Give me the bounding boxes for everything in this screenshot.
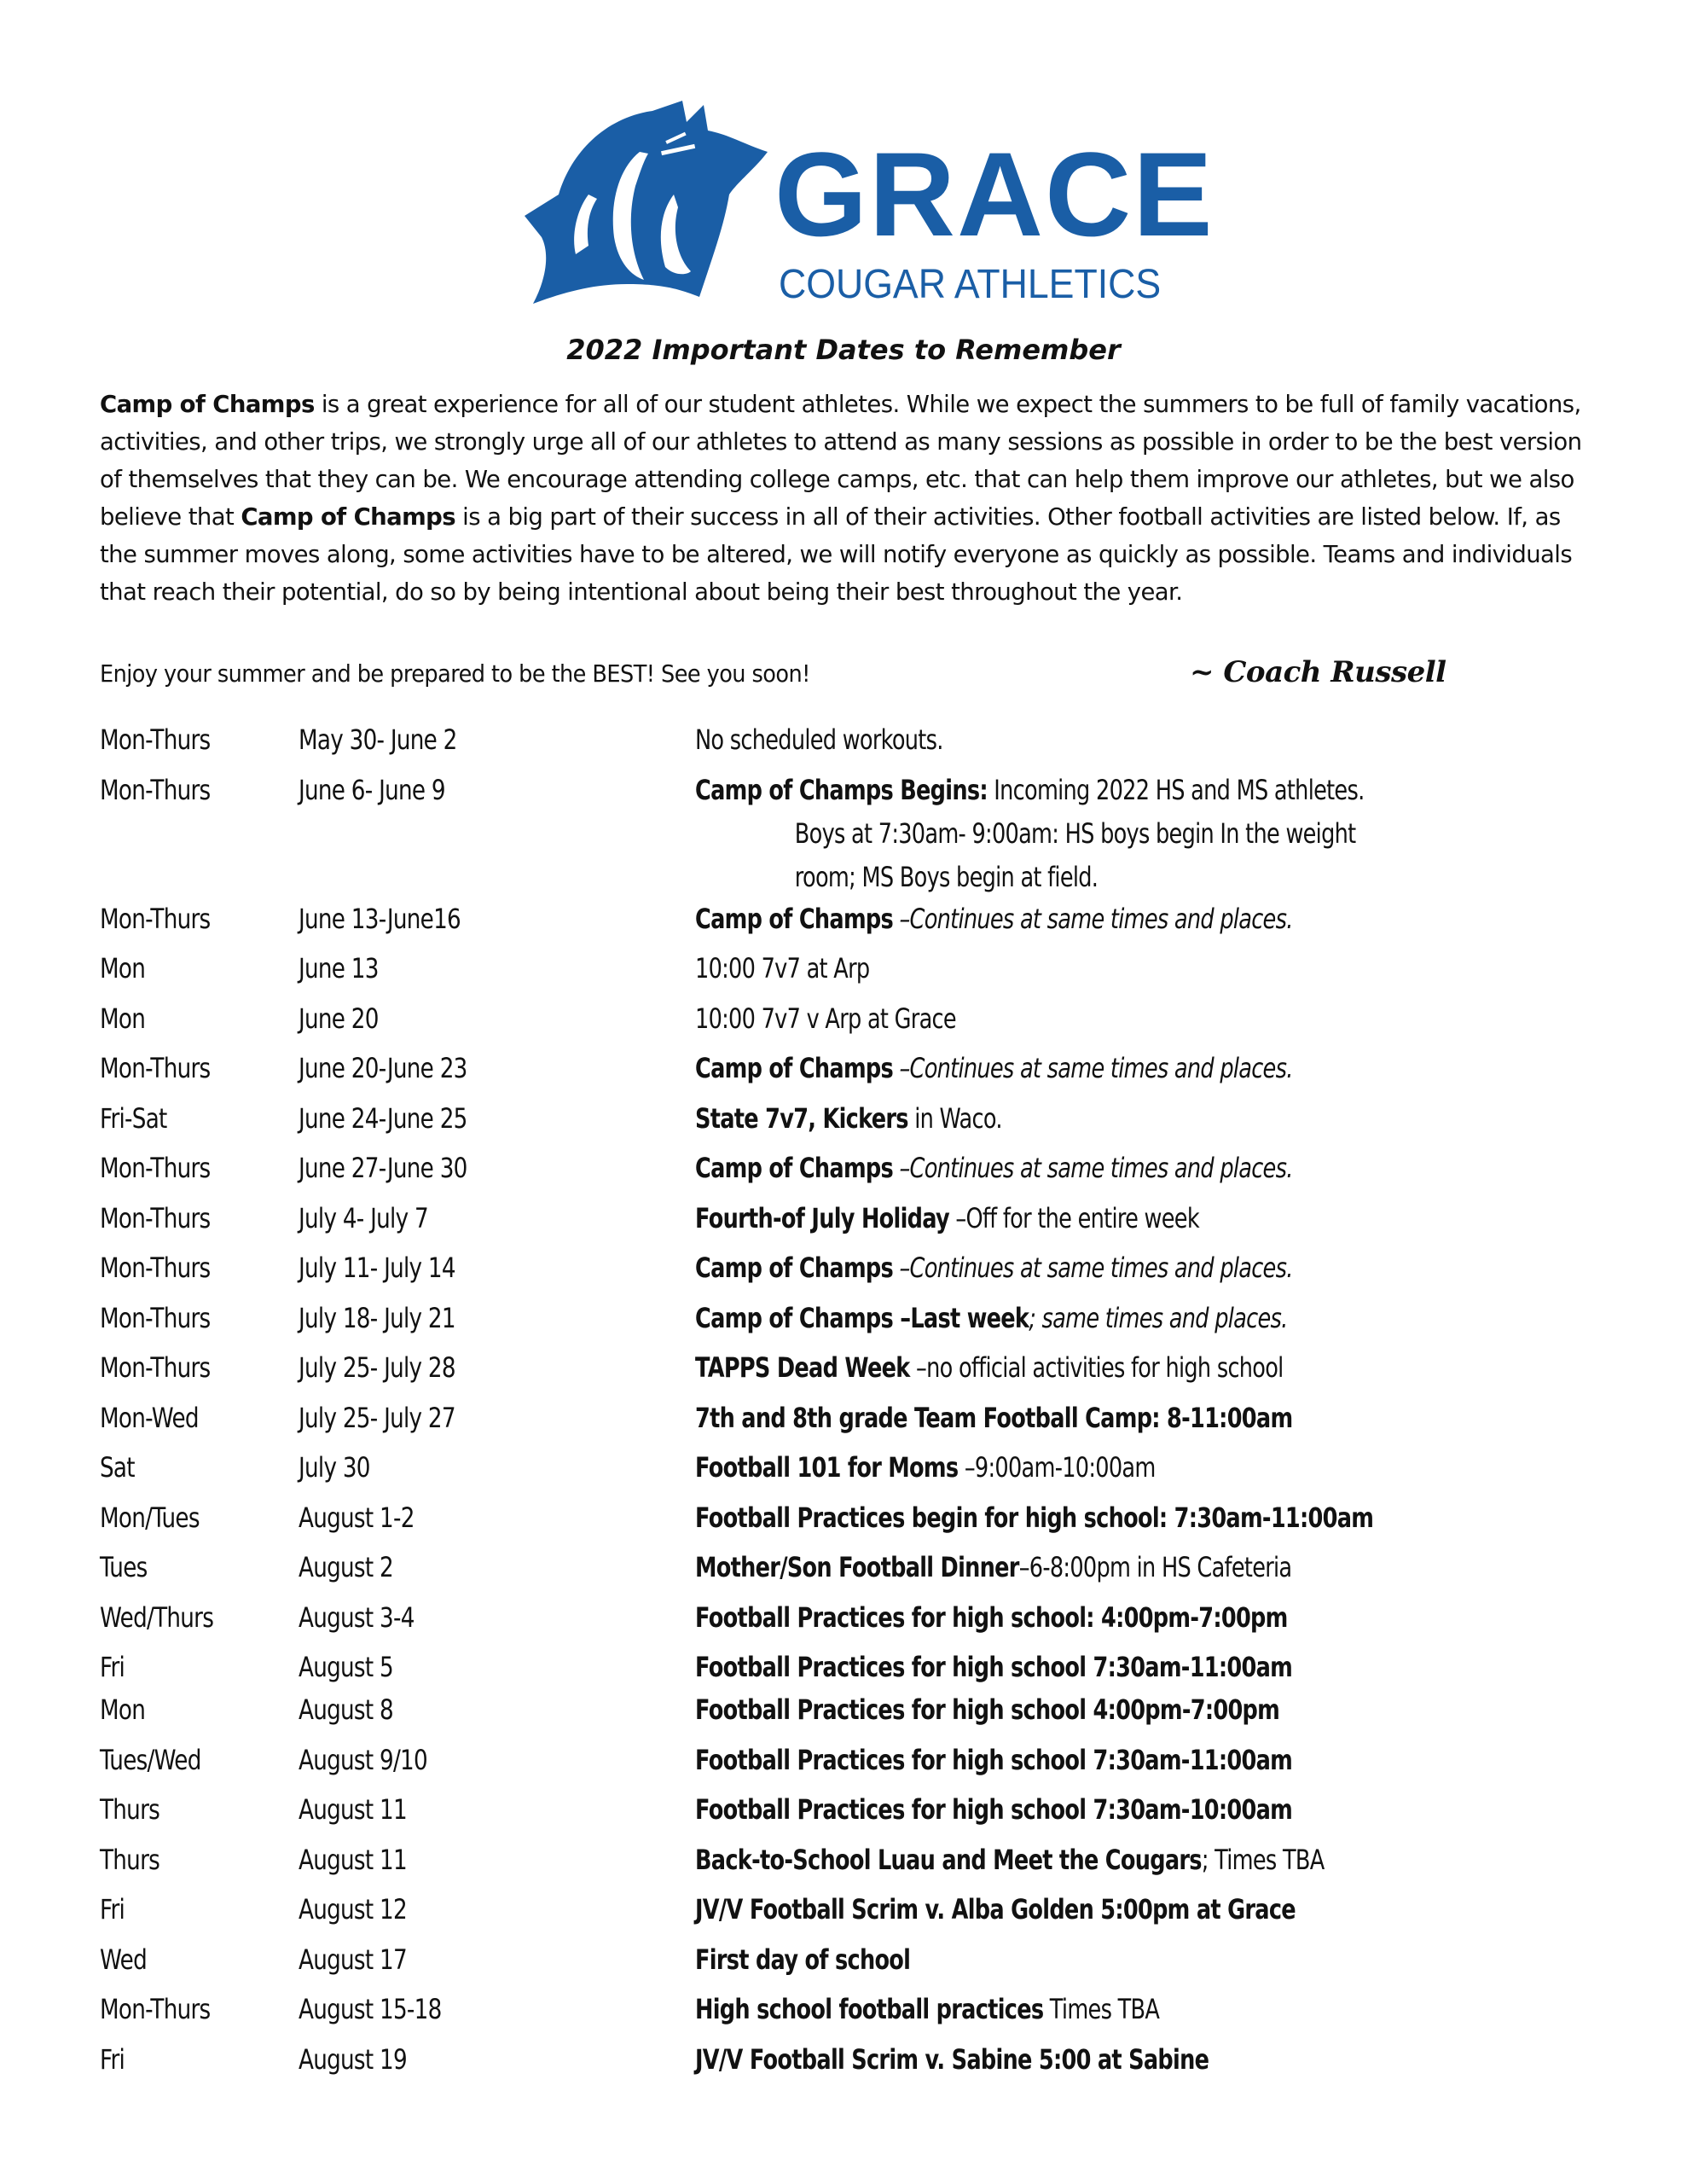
schedule-day: Tues <box>100 1551 148 1583</box>
schedule-row <box>100 1399 1635 1449</box>
schedule-row <box>100 2041 1635 2091</box>
schedule-row <box>100 1100 1635 1150</box>
event-continuation <box>695 771 696 772</box>
schedule-event <box>695 1499 1373 1536</box>
event-title: Football Practices for high school 7:30am-11:00am <box>695 1651 1293 1683</box>
schedule-row <box>100 1741 1635 1792</box>
schedule-day: Mon-Thurs <box>100 1301 211 1334</box>
schedule-date: August 17 <box>299 1943 407 1976</box>
schedule-row <box>100 900 1635 950</box>
schedule-day: Fri <box>100 2042 125 2076</box>
schedule-date: August 11 <box>299 1793 407 1826</box>
schedule-event <box>695 1791 1292 1828</box>
schedule-date: May 30- June 2 <box>299 723 457 756</box>
schedule-row <box>100 1249 1635 1299</box>
schedule-day: Wed <box>100 1943 148 1976</box>
schedule-event <box>695 1000 956 1037</box>
cougar-head-icon <box>525 101 772 314</box>
event-title: JV/V Football Scrim v. Sabine 5:00 at Sabine <box>695 2042 1209 2076</box>
schedule-event <box>695 1449 1156 1486</box>
schedule-day: Mon <box>100 1002 146 1035</box>
schedule-date: August 1-2 <box>299 1501 415 1534</box>
schedule-event <box>695 771 1365 893</box>
event-detail: –Continues at same times and places. <box>893 1152 1293 1184</box>
schedule-event <box>695 721 943 758</box>
event-title: JV/V Football Scrim v. Alba Golden 5:00pm at Grace <box>695 1893 1296 1926</box>
event-detail: –Off for the entire week <box>948 1201 1199 1234</box>
schedule-day: Fri <box>100 1893 125 1926</box>
schedule-day: Mon-Thurs <box>100 1152 211 1184</box>
schedule-event <box>695 1399 1292 1437</box>
event-detail: ; Times TBA <box>1201 1843 1325 1876</box>
schedule-day: Mon-Thurs <box>100 1252 211 1284</box>
schedule-date: August 12 <box>299 1893 407 1926</box>
schedule-event <box>695 1691 1279 1728</box>
event-detail: No scheduled workouts. <box>695 723 943 756</box>
event-title: Football Practices for high school 7:30am-10:00am <box>695 1793 1293 1826</box>
schedule-event <box>695 1199 1199 1237</box>
schedule-date: June 24-June 25 <box>299 1101 467 1135</box>
schedule-day: Mon-Thurs <box>100 902 211 935</box>
logo-subtitle: COUGAR ATHLETICS <box>779 262 1162 307</box>
schedule-day: Tues/Wed <box>100 1743 201 1776</box>
schedule-row <box>100 1990 1635 2041</box>
signature: ~ Coach Russell <box>1190 655 1446 689</box>
schedule-day: Mon <box>100 1693 146 1726</box>
event-title: Fourth-of July Holiday <box>695 1201 949 1234</box>
schedule-date: August 3-4 <box>299 1600 415 1634</box>
event-detail: 10:00 7v7 at Arp <box>695 952 870 985</box>
event-title: TAPPS Dead Week <box>695 1351 910 1384</box>
schedule-row <box>100 1841 1635 1891</box>
event-detail: –9:00am-10:00am <box>958 1451 1156 1484</box>
schedule-row <box>100 1499 1635 1549</box>
event-detail: –Continues at same times and places. <box>893 902 1293 935</box>
schedule-date: August 5 <box>299 1651 393 1683</box>
schedule-row <box>100 1299 1635 1350</box>
schedule-event <box>695 1299 1288 1337</box>
schedule-day: Fri <box>100 1651 125 1683</box>
schedule-row <box>100 1199 1635 1250</box>
schedule-event <box>695 1149 1293 1187</box>
intro-lead-bold: Camp of Champs <box>100 391 315 418</box>
logo-wordmark: GRACE <box>774 127 1215 261</box>
schedule-day: Mon-Thurs <box>100 723 211 756</box>
schedule-day: Thurs <box>100 1793 160 1826</box>
schedule-event <box>695 900 1293 938</box>
schedule-row <box>100 1000 1635 1050</box>
event-title: State 7v7, Kickers <box>695 1101 908 1135</box>
event-title: Camp of Champs <box>695 1052 894 1084</box>
event-title: Camp of Champs <box>695 1152 894 1184</box>
schedule-day: Mon-Wed <box>100 1401 199 1434</box>
schedule-row <box>100 771 1635 900</box>
schedule-day: Mon/Tues <box>100 1501 200 1534</box>
schedule-date: June 13-June16 <box>299 902 461 935</box>
schedule-day: Mon-Thurs <box>100 1201 211 1234</box>
event-detail: –Continues at same times and places. <box>893 1252 1293 1284</box>
schedule-event <box>695 1049 1293 1087</box>
event-continuation-line-2: room; MS Boys begin at field. <box>794 860 1099 893</box>
schedule-event <box>695 1599 1288 1636</box>
schedule-day: Fri-Sat <box>100 1101 167 1135</box>
schedule-day: Wed/Thurs <box>100 1600 214 1634</box>
event-continuation-line-1: Boys at 7:30am- 9:00am: HS boys begin In the weight <box>794 816 1356 850</box>
schedule-date: June 27-June 30 <box>299 1152 467 1184</box>
schedule-date: July 25- July 28 <box>299 1351 455 1384</box>
schedule-row <box>100 950 1635 1000</box>
event-title: Football Practices for high school 4:00pm-7:00pm <box>695 1693 1280 1726</box>
event-title: Camp of Champs <box>695 1252 894 1284</box>
event-detail: –Continues at same times and places. <box>893 1052 1293 1084</box>
schedule-event <box>695 1100 1002 1137</box>
event-title: Football Practices begin for high school: 7:30am-11:00am <box>695 1501 1374 1534</box>
event-title: Camp of Champs Begins: <box>695 773 988 806</box>
schedule-event <box>695 1249 1293 1287</box>
schedule-date: July 4- July 7 <box>299 1201 428 1234</box>
schedule-date: August 15-18 <box>299 1993 442 2025</box>
schedule-event <box>695 1841 1325 1879</box>
event-title: Football Practices for high school 7:30am-11:00am <box>695 1743 1293 1776</box>
schedule-day: Mon <box>100 952 146 985</box>
schedule-date: June 20 <box>299 1002 379 1035</box>
schedule-row <box>100 1648 1635 1691</box>
event-detail: –no official activities for high school <box>909 1351 1284 1384</box>
schedule-day: Mon-Thurs <box>100 1052 211 1084</box>
schedule-row <box>100 1149 1635 1199</box>
event-title: Camp of Champs –Last week <box>695 1301 1029 1334</box>
schedule-date: August 19 <box>299 2042 407 2076</box>
schedule-date: August 8 <box>299 1693 393 1726</box>
schedule-date: August 2 <box>299 1551 393 1583</box>
event-detail: 10:00 7v7 v Arp at Grace <box>695 1002 956 1035</box>
event-detail: ; same times and places. <box>1029 1301 1288 1334</box>
schedule-day: Thurs <box>100 1843 160 1876</box>
schedule-date: August 9/10 <box>299 1743 427 1776</box>
event-title: Football 101 for Moms <box>695 1451 959 1484</box>
schedule-event <box>695 1648 1292 1686</box>
event-title: Camp of Champs <box>695 902 894 935</box>
schedule-date: July 11- July 14 <box>299 1252 455 1284</box>
schedule-event <box>695 2041 1209 2078</box>
intro-mid-bold: Camp of Champs <box>241 503 456 531</box>
schedule-event <box>695 1891 1296 1928</box>
event-detail: Incoming 2022 HS and MS athletes. <box>987 773 1365 806</box>
schedule-day: Mon-Thurs <box>100 1351 211 1384</box>
schedule-table <box>100 721 1635 2090</box>
event-title: Mother/Son Football Dinner <box>695 1551 1019 1583</box>
schedule-event <box>695 950 869 987</box>
closing-row <box>100 655 1601 693</box>
schedule-date: June 13 <box>299 952 379 985</box>
schedule-event <box>695 1349 1284 1386</box>
event-title: First day of school <box>695 1943 911 1976</box>
intro-text-1: is a great experience for all of our student athletes. While we expect the summers to be full of family vacations, activities, and other trips, we strongly urge all of our athletes to attend as many sessions as possible in order to be the best version of themselves that they can be. We encourage attending college camps, etc. that can help them improve our athletes, but we also believe that <box>100 391 1582 531</box>
event-detail: in Waco. <box>907 1101 1002 1135</box>
schedule-date: July 30 <box>299 1451 370 1484</box>
event-title: Football Practices for high school: 4:00pm-7:00pm <box>695 1600 1288 1634</box>
schedule-row <box>100 721 1635 771</box>
page-title: 2022 Important Dates to Remember <box>566 334 1121 366</box>
schedule-row <box>100 1791 1635 1841</box>
schedule-date: July 25- July 27 <box>299 1401 455 1434</box>
schedule-row <box>100 1599 1635 1649</box>
schedule-row <box>100 1691 1635 1741</box>
event-title: High school football practices <box>695 1993 1044 2025</box>
schedule-day: Sat <box>100 1451 135 1484</box>
schedule-day: Mon-Thurs <box>100 1993 211 2025</box>
schedule-row <box>100 1941 1635 1991</box>
schedule-date: June 6- June 9 <box>299 773 445 806</box>
intro-paragraph <box>100 386 1601 611</box>
schedule-event <box>695 1941 910 1978</box>
schedule-row <box>100 1449 1635 1499</box>
event-detail: Times TBA <box>1043 1993 1160 2025</box>
schedule-row <box>100 1891 1635 1941</box>
schedule-row <box>100 1049 1635 1100</box>
schedule-event <box>695 1990 1159 2028</box>
grace-cougar-athletics-logo <box>525 101 1215 314</box>
schedule-date: August 11 <box>299 1843 407 1876</box>
closing-line: Enjoy your summer and be prepared to be the BEST! See you soon! <box>100 660 810 688</box>
schedule-day: Mon-Thurs <box>100 773 211 806</box>
event-detail: –6-8:00pm in HS Cafeteria <box>1018 1551 1292 1583</box>
schedule-row <box>100 1548 1635 1599</box>
schedule-date: July 18- July 21 <box>299 1301 455 1334</box>
schedule-date: June 20-June 23 <box>299 1052 467 1084</box>
intro-text-2: is a big part of their success in all of their activities. Other football activities are listed below. If, as the summer moves along, some activities have to be altered, we will notify everyone as quickly as possible. Teams and individuals that reach their potential, do so by being intentional about being their best throughout the year. <box>100 503 1573 606</box>
event-title: Back-to-School Luau and Meet the Cougars <box>695 1843 1202 1876</box>
schedule-event <box>695 1548 1291 1586</box>
schedule-row <box>100 1349 1635 1399</box>
event-title: 7th and 8th grade Team Football Camp: 8-11:00am <box>695 1401 1293 1434</box>
schedule-event <box>695 1741 1292 1779</box>
